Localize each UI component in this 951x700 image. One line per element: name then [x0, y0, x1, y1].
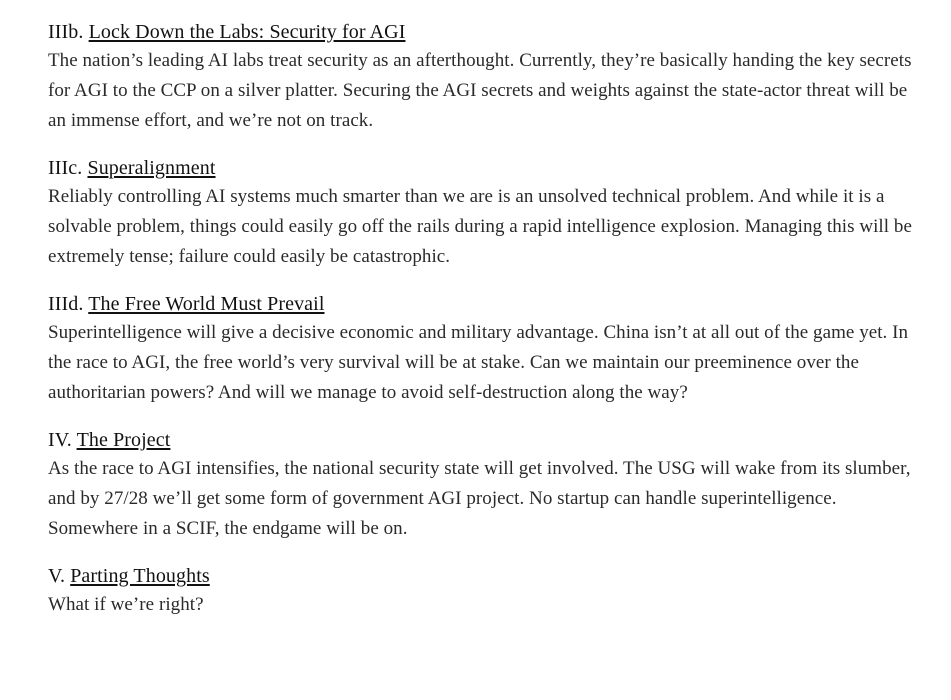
- section-heading: [48, 290, 928, 318]
- section-number: IIIc.: [48, 157, 83, 179]
- section-body: What if we’re right?: [48, 594, 204, 615]
- section-title-link[interactable]: The Project: [76, 429, 171, 451]
- section-superalignment: [48, 154, 928, 272]
- section-number: V.: [48, 565, 66, 587]
- section-body: Reliably controlling AI systems much smarter than we are is an unsolved technical problem. And while it is a solvable problem, things could easily go off the rails during a rapid intelligence explosion. Managing this will be extremely tense; failure could easily be catastrophic.: [48, 186, 912, 267]
- section-free-world: [48, 290, 928, 408]
- section-number: IIIb.: [48, 21, 84, 43]
- section-body: Superintelligence will give a decisive economic and military advantage. China isn’t at all out of the game yet. In the race to AGI, the free world’s very survival will be at stake. Can we maintain our preeminence over the authoritarian powers? And will we manage to avoid self-destruction along the way?: [48, 322, 909, 403]
- section-title-link[interactable]: The Free World Must Prevail: [88, 293, 325, 315]
- section-heading: [48, 426, 928, 454]
- section-title-link[interactable]: Lock Down the Labs: Security for AGI: [88, 21, 406, 43]
- section-body: As the race to AGI intensifies, the national security state will get involved. The USG will wake from its slumber, and by 27/28 we’ll get some form of government AGI project. No startup can handle superintelligence. Somewhere in a SCIF, the endgame will be on.: [48, 458, 911, 539]
- section-number: IV.: [48, 429, 72, 451]
- section-lock-down-the-labs: [48, 18, 928, 136]
- section-heading: [48, 154, 928, 182]
- section-the-project: [48, 426, 928, 544]
- section-parting-thoughts: [48, 562, 928, 620]
- section-title-link[interactable]: Superalignment: [87, 157, 216, 179]
- section-title-link[interactable]: Parting Thoughts: [70, 565, 210, 587]
- section-heading: [48, 18, 928, 46]
- section-body: The nation’s leading AI labs treat security as an afterthought. Currently, they’re basically handing the key secrets for AGI to the CCP on a silver platter. Securing the AGI secrets and weights against the state-actor threat will be an immense effort, and we’re not on track.: [48, 50, 912, 131]
- section-number: IIId.: [48, 293, 84, 315]
- section-heading: [48, 562, 928, 590]
- document: [48, 18, 928, 620]
